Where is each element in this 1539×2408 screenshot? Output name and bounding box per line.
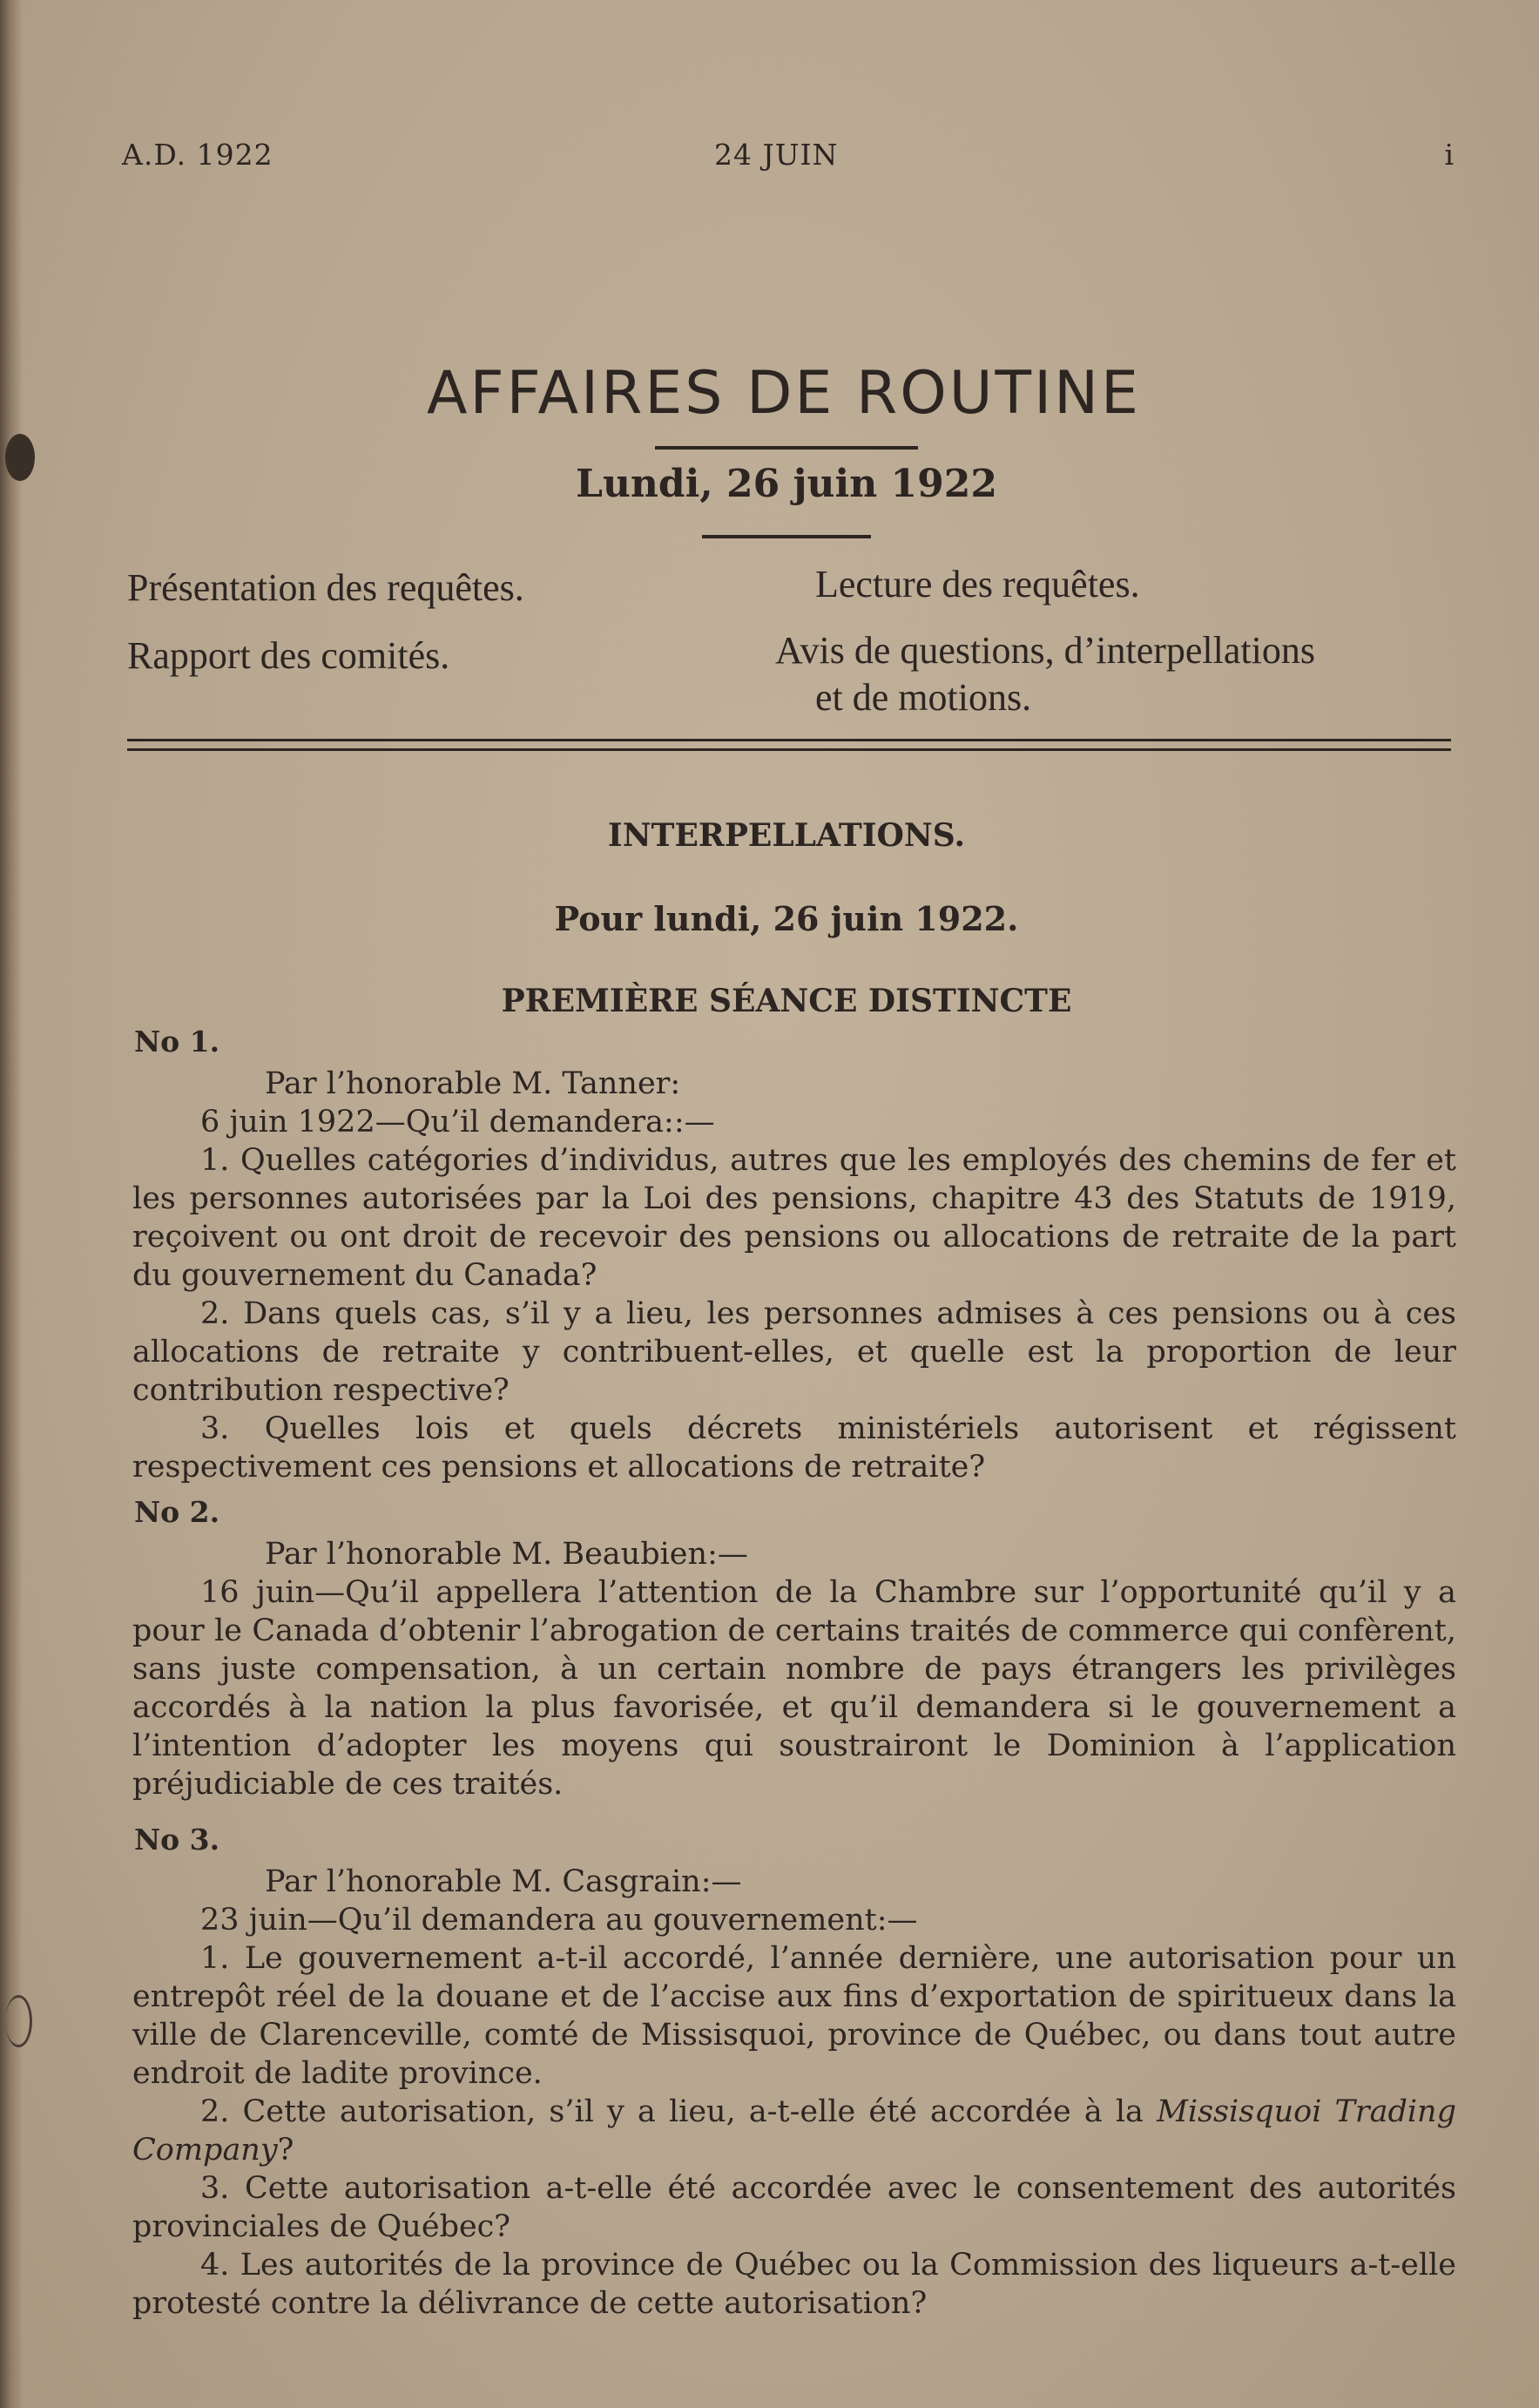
question-author: Par l’honorable M. Beaubien:— [265,1537,748,1572]
title-rule [655,446,918,450]
question-author: Par l’honorable M. Tanner: [265,1066,681,1101]
company-name: Missisquoi Trading Company [132,2094,1457,2168]
question-number: No 2. [134,1495,220,1529]
question-paragraph: 2. Dans quels cas, s’il y a lieu, les personnes admises à ces pensions ou à ces allocations de retraite y contribuent-elles, et quelle est la proportion de leur contribution respective? [132,1296,1456,1408]
section-divider [127,739,1451,751]
running-head-date: 24 JUIN [714,138,839,172]
binding-hole [5,1995,32,2047]
question-entry [132,1493,1456,1803]
question-number: No 1. [134,1025,220,1059]
question-author: Par l’honorable M. Casgrain:— [265,1864,742,1899]
section-subtitle: Pour lundi, 26 juin 1922. [554,899,1019,938]
date-rule [702,535,871,538]
page-number: i [1444,138,1455,172]
routine-item: Rapport des comités. [127,634,450,677]
question-paragraph: 16 juin—Qu’il appellera l’attention de la Chambre sur l’opportunité qu’il y a pour le Canada d’obtenir l’abrogation de certains traités de commerce qui confèrent, sans juste compensation, à un certain nombre de pays étrangers les privilèges accordés à la nation la plus favorisée, et qu’il demandera si le gouvernement a l’intention d’adopter les moyens qui soustrairont le Dominion à l’application préjudiciable de ces traités. [132,1575,1456,1802]
question-entry [132,1821,1456,2323]
question-paragraph: 4. Les autorités de la province de Québec ou la Commission des liqueurs a-t-elle protesté contre la délivrance de cette autorisation? [132,2248,1456,2321]
question-entry [132,1023,1456,1486]
sitting-date: Lundi, 26 juin 1922 [576,462,997,506]
running-head-year: A.D. 1922 [122,138,273,172]
page-title: AFFAIRES DE ROUTINE [427,359,1141,428]
running-head [122,138,1455,172]
question-date: 23 juin—Qu’il demandera au gouvernement:— [200,1903,918,1938]
paragraph-text: 2. Cette autorisation, s’il y a lieu, a-t-elle été accordée à la [200,2094,1158,2129]
question-paragraph: 3. Cette autorisation a-t-elle été accordée avec le consentement des autorités provinciales de Québec? [132,2171,1456,2244]
question-number: No 3. [134,1823,220,1857]
sitting-heading: PREMIÈRE SÉANCE DISTINCTE [501,983,1072,1019]
routine-item-line: Avis de questions, d’interpellations [775,629,1315,672]
paragraph-text: ? [277,2133,294,2168]
section-title: INTERPELLATIONS. [607,817,966,854]
routine-item: Lecture des requêtes. [815,563,1140,605]
routine-item: Présentation des requêtes. [127,566,524,609]
routine-item-line: et de motions. [815,676,1032,719]
routine-item [775,627,1472,721]
question-paragraph: 1. Quelles catégories d’individus, autres que les employés des chemins de fer et les personnes autorisées par la Loi des pensions, chapitre 43 des Statuts de 1919, reçoivent ou ont droit de recevoir des pensions ou allocations de retraite de la part du gouvernement du Canada? [132,1143,1456,1293]
question-paragraph: 1. Le gouvernement a-t-il accordé, l’année dernière, une autorisation pour un entrepôt réel de la douane et de l’accise aux fins d’exportation de spiritueux dans la ville de Clarenceville, comté de Missisquoi, province de Québec, ou dans tout autre endroit de ladite province. [132,1941,1456,2091]
question-paragraph: 3. Quelles lois et quels décrets ministériels autorisent et régissent respectivement ces pensions et allocations de retraite? [132,1411,1456,1485]
question-paragraph [132,2093,1456,2169]
question-date: 6 juin 1922—Qu’il demandera::— [200,1105,715,1140]
